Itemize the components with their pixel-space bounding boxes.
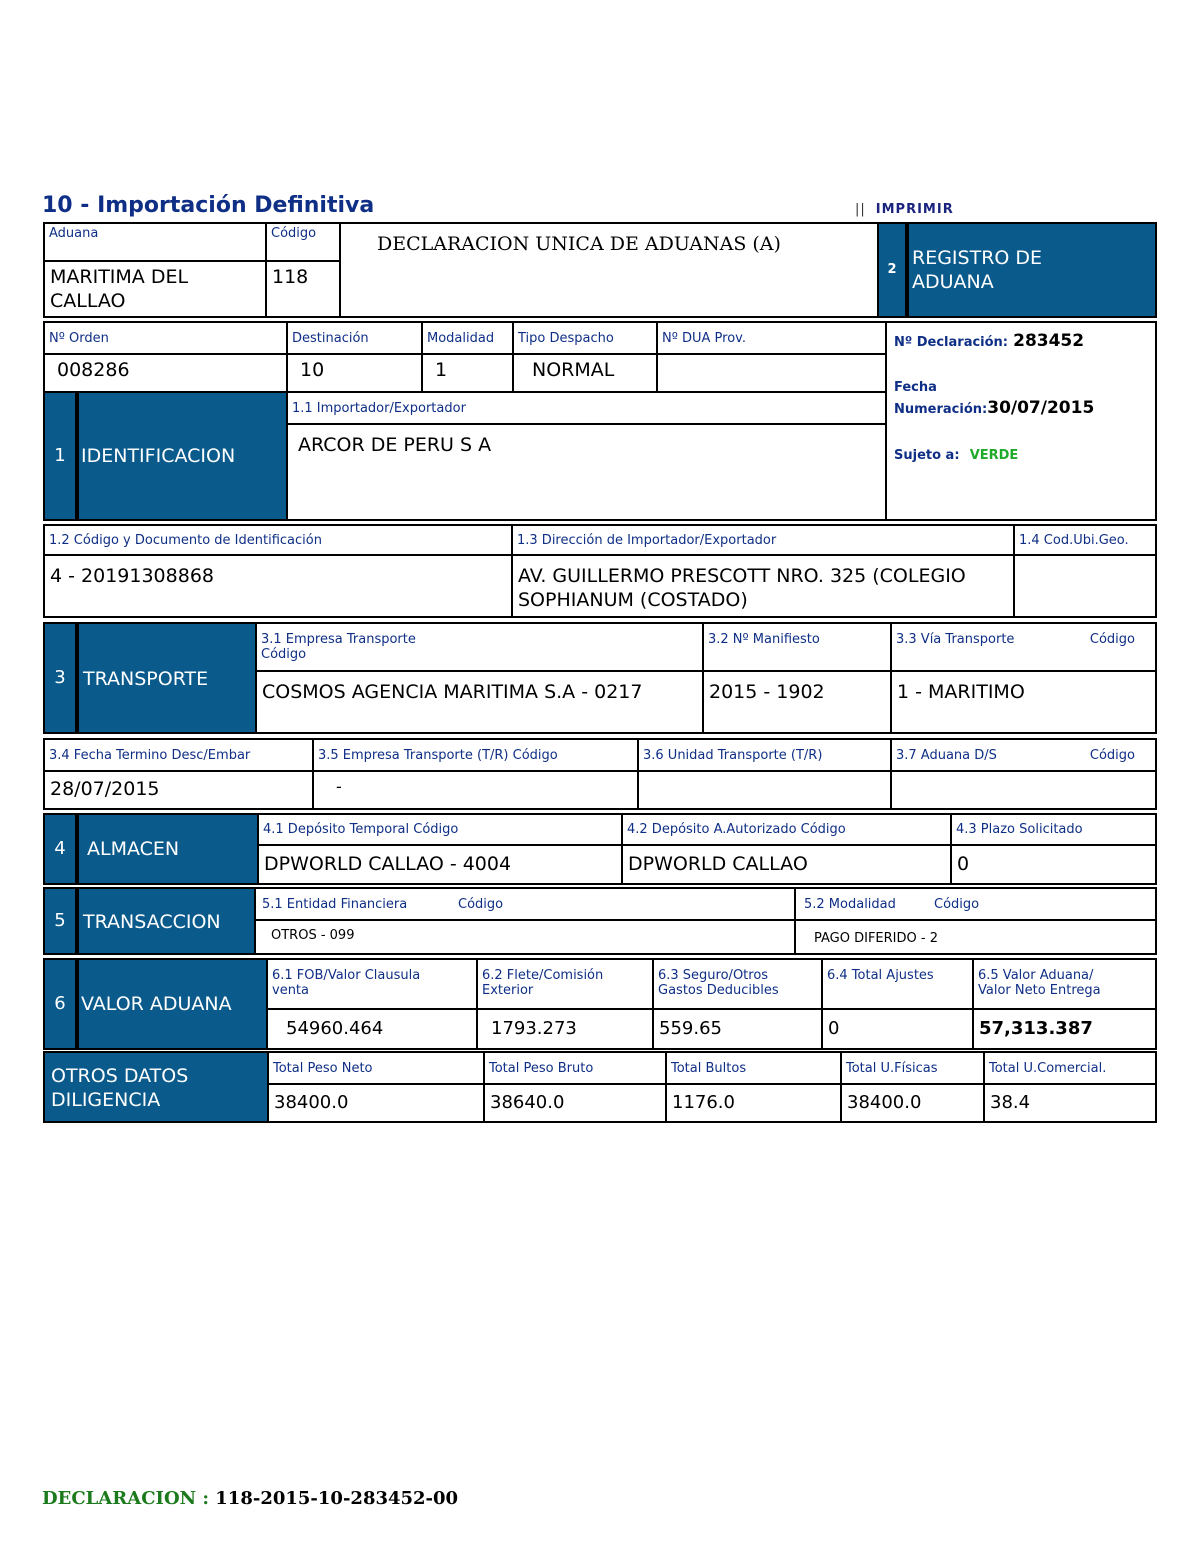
print-separator: ||	[855, 202, 866, 217]
importador-value: ARCOR DE PERU S A	[298, 434, 492, 456]
plazo-value: 0	[957, 853, 970, 875]
entidad-label-cell	[254, 887, 796, 921]
direccion-value: AV. GUILLERMO PRESCOTT NRO. 325 (COLEGIO SOPHIANUM (COSTADO)	[518, 565, 966, 611]
modalidad-pago-label: 5.2 Modalidad	[804, 897, 896, 912]
deposito-value-cell	[257, 844, 623, 885]
peso-neto-value-cell	[267, 1083, 485, 1123]
section-1-num: 1	[45, 393, 79, 519]
fob-value: 54960.464	[286, 1018, 384, 1039]
direccion-label: 1.3 Dirección de Importador/Exportador	[517, 533, 777, 548]
fisicas-label-cell	[840, 1051, 985, 1085]
aduana-ds-codigo-label: Código	[1089, 748, 1135, 763]
empresa-label-cell	[255, 622, 704, 672]
registro-num: 2	[879, 224, 909, 316]
empresa-tr-label-cell	[312, 738, 639, 772]
doc-title-box	[339, 222, 879, 318]
manifiesto-label: 3.2 Nº Manifiesto	[708, 632, 820, 647]
plazo-label-cell	[950, 813, 1157, 846]
tipo-value: NORMAL	[532, 359, 615, 381]
orden-value-cell	[43, 353, 288, 393]
destinacion-value-cell	[286, 353, 423, 393]
dua-label-cell	[656, 321, 887, 355]
sujeto-label: Sujeto a:	[894, 448, 960, 463]
seguro-label-1: 6.3 Seguro/Otros	[658, 968, 769, 983]
importador-label: 1.1 Importador/Exportador	[292, 401, 466, 416]
registro-panel	[885, 321, 1157, 521]
ubigeo-label: 1.4 Cod.Ubi.Geo.	[1019, 533, 1129, 548]
codigo-box	[265, 222, 341, 318]
aduana-ds-label-cell	[890, 738, 1157, 772]
orden-value: 008286	[57, 359, 130, 381]
peso-neto-label: Total Peso Neto	[273, 1061, 373, 1076]
section-4-label: ALMACEN	[87, 838, 180, 860]
flete-label-2: Exterior	[482, 983, 534, 998]
direccion-label-cell	[511, 524, 1015, 556]
empresa-value: COSMOS AGENCIA MARITIMA S.A - 0217	[262, 681, 643, 703]
modalidad-label-cell	[421, 321, 514, 355]
peso-bruto-label-cell	[483, 1051, 667, 1085]
fecha-termino-value: 28/07/2015	[50, 778, 160, 800]
section-6-label: VALOR ADUANA	[81, 993, 232, 1015]
autorizado-value-cell	[621, 844, 952, 885]
section-6-num: 6	[45, 960, 79, 1048]
doc-title: DECLARACION UNICA DE ADUANAS (A)	[377, 233, 781, 255]
deposito-label-cell	[257, 813, 623, 846]
aduana-box	[43, 222, 267, 318]
manifiesto-value-cell	[702, 670, 892, 734]
aduana-label: Aduana	[45, 224, 265, 262]
section-3-header	[43, 622, 257, 734]
unidad-value	[639, 772, 890, 778]
aduana-ds-label: 3.7 Aduana D/S	[896, 748, 997, 763]
ubigeo-value-cell	[1013, 554, 1157, 618]
entidad-value-cell	[254, 919, 796, 955]
modalidad-pago-value: PAGO DIFERIDO - 2	[814, 931, 938, 946]
modalidad-value-cell	[421, 353, 514, 393]
autorizado-label-cell	[621, 813, 952, 846]
manifiesto-value: 2015 - 1902	[709, 681, 825, 703]
ubigeo-label-cell	[1013, 524, 1157, 556]
unidad-value-cell	[637, 770, 892, 810]
page-title: 10 - Importación Definitiva	[42, 193, 375, 218]
codigo-doc-value-cell	[43, 554, 513, 618]
section-1-header	[43, 391, 288, 521]
empresa-codigo-label: Código	[261, 647, 307, 662]
seguro-value-cell	[652, 1008, 823, 1050]
fisicas-label: Total U.Físicas	[846, 1061, 938, 1076]
print-link-wrap[interactable]	[855, 202, 954, 217]
section-4-header	[43, 813, 259, 885]
peso-bruto-value-cell	[483, 1083, 667, 1123]
section-4-num: 4	[45, 815, 79, 883]
via-label: 3.3 Vía Transporte	[896, 632, 1015, 647]
ajustes-value-cell	[821, 1008, 974, 1050]
sujeto-line	[894, 448, 1018, 463]
comercial-label-cell	[983, 1051, 1157, 1085]
aduana-ds-value-cell	[890, 770, 1157, 810]
via-value-cell	[890, 670, 1157, 734]
bultos-value: 1176.0	[672, 1092, 735, 1113]
codigo-doc-label: 1.2 Código y Documento de Identificación	[49, 533, 322, 548]
seguro-value: 559.65	[659, 1018, 722, 1039]
tipo-label-cell	[512, 321, 658, 355]
fecha-label-1: Fecha	[894, 380, 937, 395]
importador-label-cell	[286, 391, 887, 425]
fecha-termino-label-cell	[43, 738, 314, 772]
footer-value: 118-2015-10-283452-00	[215, 1488, 459, 1509]
aduana-ds-value	[892, 772, 1155, 778]
bultos-label-cell	[665, 1051, 842, 1085]
via-codigo-label: Código	[1089, 632, 1135, 647]
deposito-value: DPWORLD CALLAO - 4004	[264, 853, 512, 875]
entidad-label: 5.1 Entidad Financiera	[262, 897, 408, 912]
section-5-label: TRANSACCION	[83, 911, 221, 933]
unidad-label: 3.6 Unidad Transporte (T/R)	[643, 748, 823, 763]
declaracion-line	[894, 331, 1084, 351]
codigo-doc-label-cell	[43, 524, 513, 556]
tipo-label: Tipo Despacho	[518, 331, 614, 346]
importador-value-cell	[286, 423, 887, 521]
comercial-value-cell	[983, 1083, 1157, 1123]
seguro-label-cell	[652, 958, 823, 1010]
comercial-value: 38.4	[990, 1092, 1031, 1113]
direccion-value-cell	[511, 554, 1015, 618]
flete-label-cell	[476, 958, 654, 1010]
valor-aduana-label-2: Valor Neto Entrega	[978, 983, 1101, 998]
section-3-label: TRANSPORTE	[83, 668, 209, 690]
dua-value-cell	[656, 353, 887, 393]
orden-label: Nº Orden	[49, 331, 109, 346]
ajustes-value: 0	[828, 1018, 840, 1039]
footer-label: DECLARACION :	[42, 1488, 209, 1509]
section-3-num: 3	[45, 624, 79, 732]
peso-neto-value: 38400.0	[274, 1092, 349, 1113]
fecha-value: 30/07/2015	[987, 398, 1095, 418]
fecha-termino-value-cell	[43, 770, 314, 810]
dua-label: Nº DUA Prov.	[662, 331, 746, 346]
destinacion-label-cell	[286, 321, 423, 355]
flete-value: 1793.273	[491, 1018, 577, 1039]
codigo-doc-value: 4 - 20191308868	[50, 565, 214, 587]
otros-header	[43, 1051, 269, 1123]
fob-label-cell	[266, 958, 478, 1010]
valor-aduana-value-cell	[972, 1008, 1157, 1050]
declaracion-footer	[42, 1488, 458, 1509]
orden-label-cell	[43, 321, 288, 355]
fecha-line	[894, 398, 1094, 418]
fob-label-2: venta	[272, 983, 309, 998]
peso-neto-label-cell	[267, 1051, 485, 1085]
plazo-value-cell	[950, 844, 1157, 885]
print-link[interactable]: IMPRIMIR	[875, 202, 954, 217]
autorizado-value: DPWORLD CALLAO	[628, 853, 808, 875]
ajustes-label-cell	[821, 958, 974, 1010]
unidad-label-cell	[637, 738, 892, 772]
flete-value-cell	[476, 1008, 654, 1050]
via-label-cell	[890, 622, 1157, 672]
codigo-value: 118	[272, 266, 309, 288]
otros-label-1: OTROS DATOS	[51, 1065, 189, 1087]
fecha-label-2: Numeración:	[894, 402, 988, 417]
section-1-label: IDENTIFICACION	[81, 445, 236, 467]
empresa-label: 3.1 Empresa Transporte	[261, 632, 416, 647]
fisicas-value: 38400.0	[847, 1092, 922, 1113]
flete-label-1: 6.2 Flete/Comisión	[482, 968, 604, 983]
comercial-label: Total U.Comercial.	[989, 1061, 1107, 1076]
modalidad-label: Modalidad	[427, 331, 495, 346]
section-5-header	[43, 887, 256, 955]
entidad-value: OTROS - 099	[271, 928, 355, 943]
otros-label-2: DILIGENCIA	[51, 1089, 161, 1111]
valor-aduana-value: 57,313.387	[979, 1018, 1093, 1039]
autorizado-label: 4.2 Depósito A.Autorizado Código	[627, 822, 846, 837]
empresa-tr-value: -	[336, 777, 342, 796]
declaracion-value: 283452	[1013, 331, 1085, 351]
seguro-label-2: Gastos Deducibles	[658, 983, 779, 998]
valor-aduana-label-1: 6.5 Valor Aduana/	[978, 968, 1094, 983]
modalidad-pago-label-cell	[794, 887, 1157, 921]
tipo-value-cell	[512, 353, 658, 393]
empresa-tr-value-cell	[312, 770, 639, 810]
modalidad-value: 1	[435, 359, 448, 381]
modalidad-pago-codigo-label: Código	[934, 897, 980, 912]
empresa-tr-label: 3.5 Empresa Transporte (T/R) Código	[318, 748, 558, 763]
deposito-label: 4.1 Depósito Temporal Código	[263, 822, 459, 837]
destinacion-label: Destinación	[292, 331, 369, 346]
fob-label-1: 6.1 FOB/Valor Clausula	[272, 968, 421, 983]
modalidad-pago-value-cell	[794, 919, 1157, 955]
section-6-header	[43, 958, 268, 1050]
ubigeo-value	[1015, 556, 1155, 562]
codigo-label: Código	[267, 224, 339, 262]
peso-bruto-value: 38640.0	[490, 1092, 565, 1113]
via-value: 1 - MARITIMO	[897, 681, 1025, 703]
empresa-value-cell	[255, 670, 704, 734]
peso-bruto-label: Total Peso Bruto	[489, 1061, 594, 1076]
declaracion-label: Nº Declaración:	[894, 335, 1009, 350]
bultos-label: Total Bultos	[671, 1061, 747, 1076]
entidad-codigo-label: Código	[458, 897, 504, 912]
plazo-label: 4.3 Plazo Solicitado	[956, 822, 1083, 837]
registro-header	[877, 222, 1157, 318]
fob-value-cell	[266, 1008, 478, 1050]
dua-value	[658, 355, 885, 361]
bultos-value-cell	[665, 1083, 842, 1123]
ajustes-label: 6.4 Total Ajustes	[827, 968, 934, 983]
destinacion-value: 10	[300, 359, 325, 381]
fisicas-value-cell	[840, 1083, 985, 1123]
fecha-termino-label: 3.4 Fecha Termino Desc/Embar	[49, 748, 251, 763]
sujeto-value: VERDE	[969, 448, 1019, 463]
registro-label: REGISTRO DE ADUANA	[912, 247, 1043, 293]
valor-aduana-label-cell	[972, 958, 1157, 1010]
section-5-num: 5	[45, 889, 79, 953]
aduana-value: MARITIMA DEL CALLAO	[50, 266, 189, 312]
manifiesto-label-cell	[702, 622, 892, 672]
